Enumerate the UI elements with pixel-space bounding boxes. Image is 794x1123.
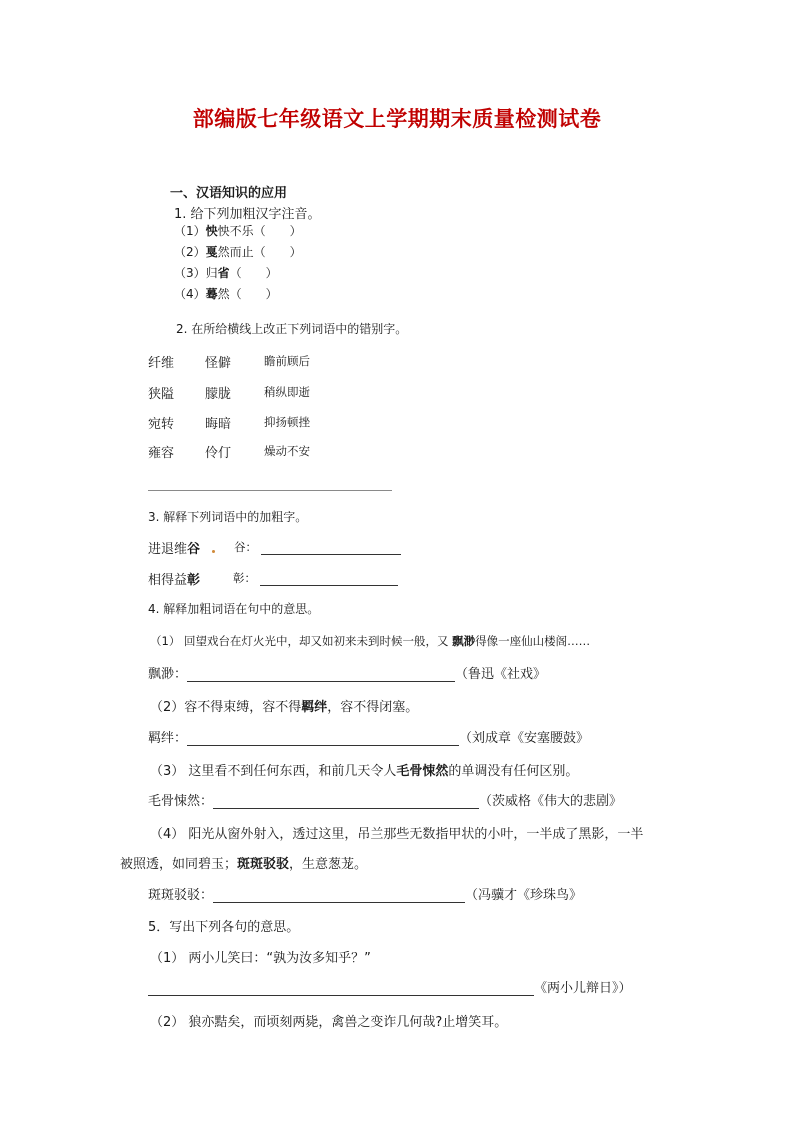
q5-answer: 《两小儿辩日》） bbox=[148, 977, 632, 996]
q4-sentence: 被照透，如同碧玉；斑斑驳驳，生意葱茏。 bbox=[120, 857, 368, 872]
q4-sentence: （3） 这里看不到任何东西，和前几天令人毛骨悚然的单调没有任何区别。 bbox=[150, 764, 579, 779]
word-cell: 稍纵即逝 bbox=[264, 385, 310, 399]
q4-sentence: （1） 回望戏台在灯火光中，却又如初来未到时候一般，又 飘渺得像一座仙山楼阁…… bbox=[150, 634, 591, 648]
answer-blank[interactable] bbox=[213, 902, 465, 903]
word-cell: 纤维 bbox=[148, 356, 175, 371]
answer-blank[interactable] bbox=[261, 554, 401, 555]
word-cell: 怪僻 bbox=[205, 356, 232, 371]
q5-sentence: （2） 狼亦黠矣，而顷刻两毙，禽兽之变诈几何哉?止增笑耳。 bbox=[150, 1015, 508, 1030]
q3-word: 相得益彰 bbox=[148, 573, 201, 588]
section-heading: 一、汉语知识的应用 bbox=[170, 186, 288, 201]
answer-blank[interactable] bbox=[187, 745, 459, 746]
word-cell: 狭隘 bbox=[148, 387, 175, 402]
word-cell: 瞻前顾后 bbox=[264, 354, 310, 368]
word-cell: 抑扬顿挫 bbox=[264, 415, 310, 429]
page-title: 部编版七年级语文上学期期末质量检测试卷 bbox=[192, 106, 602, 131]
answer-blank[interactable] bbox=[213, 808, 479, 809]
word-cell: 朦胧 bbox=[205, 387, 232, 402]
word-cell: 雍容 bbox=[148, 446, 175, 461]
question-1-stem: 1. 给下列加粗汉字注音。 bbox=[174, 207, 321, 222]
answer-blank[interactable] bbox=[260, 585, 398, 586]
q1-item: （4）蓦然（ ） bbox=[174, 287, 278, 301]
q1-item: （3）归省（ ） bbox=[174, 266, 278, 280]
q4-sentence: （4） 阳光从窗外射入，透过这里，吊兰那些无数指甲状的小叶，一半成了黑影，一半 bbox=[150, 827, 644, 842]
q3-answer: 谷： bbox=[234, 539, 401, 555]
question-3-stem: 3. 解释下列词语中的加粗字。 bbox=[148, 510, 308, 524]
q1-item: （1）怏怏不乐（ ） bbox=[174, 224, 302, 238]
q3-word: 进退维谷 bbox=[148, 542, 201, 557]
q1-item: （2）戛然而止（ ） bbox=[174, 245, 302, 259]
q4-answer: 羁绊： （刘成章《安塞腰鼓》 bbox=[148, 731, 590, 746]
marker-dot bbox=[212, 550, 215, 553]
answer-line[interactable] bbox=[148, 490, 392, 491]
word-cell: 晦暗 bbox=[205, 417, 232, 432]
word-cell: 伶仃 bbox=[205, 446, 232, 461]
q4-answer: 斑斑驳驳： （冯骥才《珍珠鸟》 bbox=[148, 888, 583, 903]
q4-answer: 毛骨悚然： （茨威格《伟大的悲剧》 bbox=[148, 794, 623, 809]
q4-answer: 飘渺： （鲁迅《社戏》 bbox=[148, 667, 547, 682]
q5-sentence: （1） 两小儿笑曰：“孰为汝多知乎？” bbox=[150, 951, 371, 966]
question-4-stem: 4. 解释加粗词语在句中的意思。 bbox=[148, 602, 320, 616]
answer-blank[interactable] bbox=[187, 681, 455, 682]
q3-answer: 彰： bbox=[233, 570, 398, 586]
word-cell: 燥动不安 bbox=[264, 444, 310, 458]
question-2-stem: 2. 在所给横线上改正下列词语中的错别字。 bbox=[176, 322, 408, 336]
q4-sentence: （2）容不得束缚，容不得羁绊，容不得闭塞。 bbox=[150, 700, 419, 715]
question-5-stem: 5．写出下列各句的意思。 bbox=[148, 920, 300, 935]
word-cell: 宛转 bbox=[148, 417, 175, 432]
answer-blank[interactable] bbox=[148, 995, 534, 996]
